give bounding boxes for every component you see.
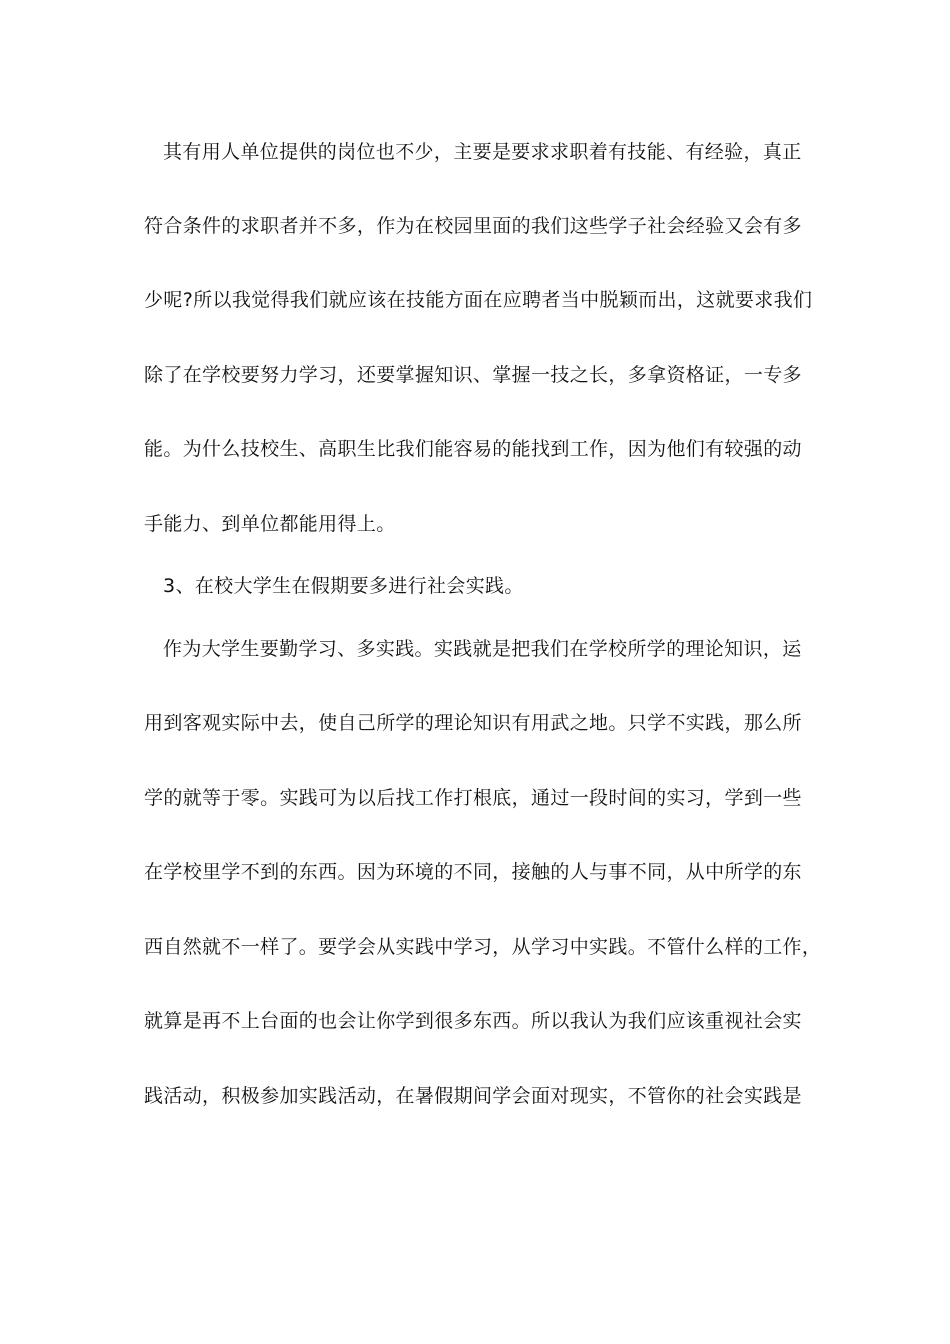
paragraph-line: 学的就等于零。实践可为以后找工作打根底，通过一段时间的实习，学到一些 (144, 787, 802, 809)
paragraph-line: 西自然就不一样了。要学会从实践中学习，从学习中实践。不管什么样的工作， (144, 936, 822, 958)
paragraph-line: 作为大学生要勤学习、多实践。实践就是把我们在学校所学的理论知识，运 (163, 638, 802, 660)
paragraph-line: 符合条件的求职者并不多，作为在校园里面的我们这些学子社会经验又会有多 (144, 215, 802, 237)
paragraph-line: 就算是再不上台面的也会让你学到很多东西。所以我认为我们应该重视社会实 (144, 1010, 802, 1032)
paragraph-line: 践活动，积极参加实践活动，在暑假期间学会面对现实，不管你的社会实践是 (144, 1085, 802, 1107)
paragraph-line: 手能力、到单位都能用得上。 (144, 513, 396, 535)
paragraph-line: 其有用人单位提供的岗位也不少，主要是要求求职着有技能、有经验，真正 (163, 141, 802, 163)
paragraph-line: 少呢?所以我觉得我们就应该在技能方面在应聘者当中脱颖而出，这就要求我们 (144, 289, 813, 311)
paragraph-line: 用到客观实际中去，使自己所学的理论知识有用武之地。只学不实践，那么所 (144, 712, 802, 734)
paragraph-line: 除了在学校要努力学习，还要掌握知识、掌握一技之长，多拿资格证，一专多 (144, 364, 802, 386)
paragraph-line: 在学校里学不到的东西。因为环境的不同，接触的人与事不同，从中所学的东 (144, 861, 802, 883)
paragraph-line: 能。为什么技校生、高职生比我们能容易的能找到工作，因为他们有较强的动 (144, 438, 802, 460)
section-heading: 3、在校大学生在假期要多进行社会实践。 (163, 575, 524, 597)
